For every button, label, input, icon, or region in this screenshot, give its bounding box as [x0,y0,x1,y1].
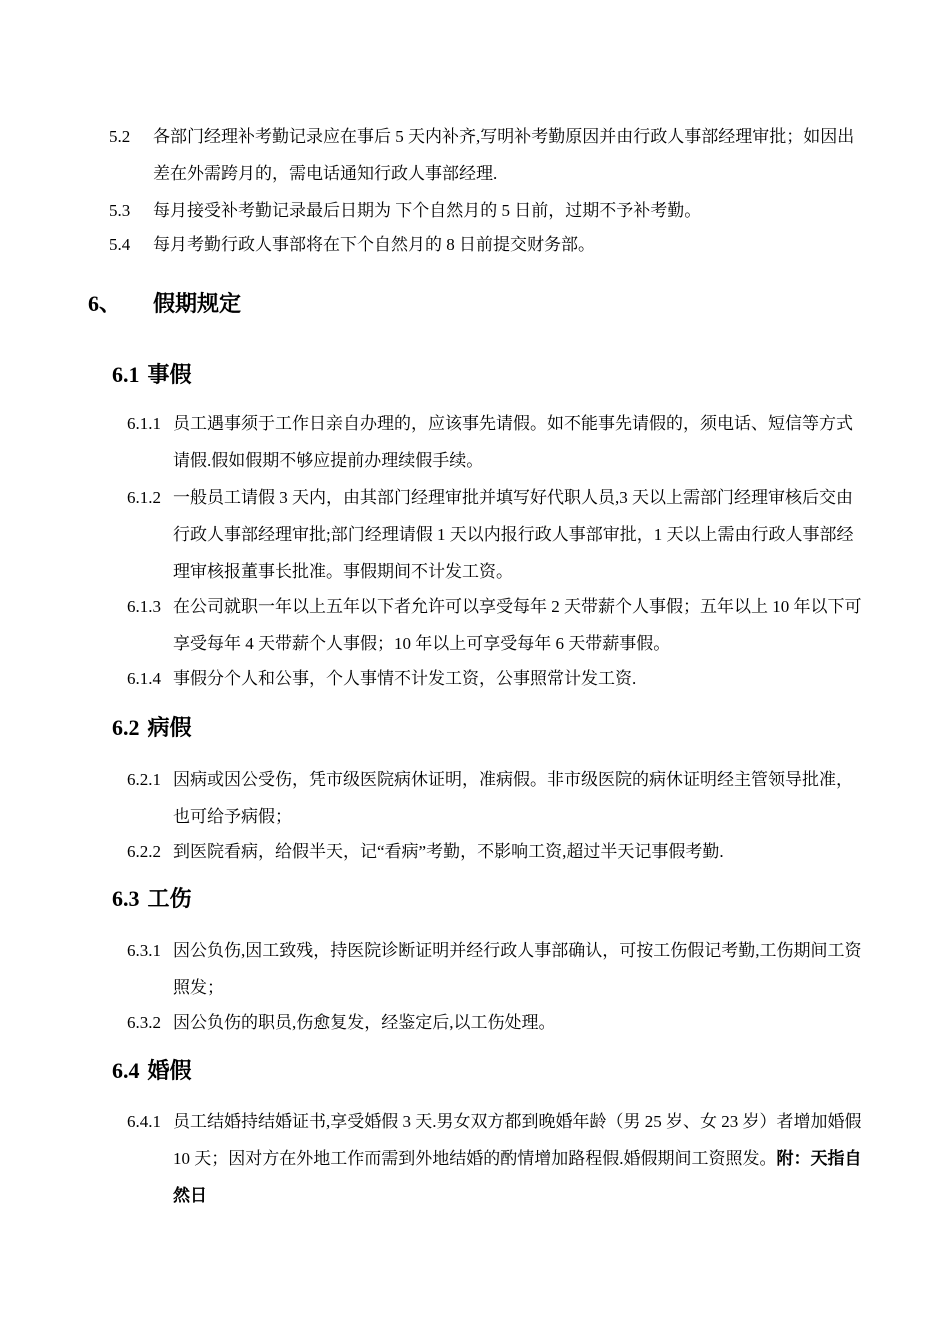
clause-6-1-3 [127,588,864,662]
clause-body: 员工结婚持结婚证书,享受婚假 3 天.男女双方都到晚婚年龄（男 25 岁、女 23 岁）者增加婚假 10 天；因对方在外地工作而需到外地结婚的酌情增加路程假.婚假期间工资照发。 [173,1112,862,1168]
clause-text [127,1103,864,1214]
clause-text: 事假分个人和公事，个人事情不计发工资，公事照常计发工资. [173,669,637,688]
section-title: 假期规定 [153,291,242,316]
subsection-title: 婚假 [147,1058,192,1083]
subsection-title: 病假 [147,715,192,740]
clause-text: 一般员工请假 3 天内，由其部门经理审批并填写好代职人员,3 天以上需部门经理审核后交由行政人事部经理审批;部门经理请假 1 天以内报行政人事部审批，1 天以上需由行政人事部经理审核报董事长批准。事假期间不计发工资。 [173,488,854,581]
clause-5-3 [109,192,864,229]
subsection-title: 事假 [147,362,192,387]
clause-6-3-1 [127,932,864,1006]
clause-text: 每月考勤行政人事部将在下个自然月的 8 日前提交财务部。 [153,235,595,254]
clause-6-1-4 [127,660,864,697]
subsection-number: 6.2 [112,715,140,740]
subsection-number: 6.4 [112,1058,140,1083]
clause-number: 5.2 [109,127,131,146]
clause-6-4-1 [127,1103,864,1214]
clause-number: 6.3.2 [127,1013,161,1032]
clause-number: 6.2.2 [127,842,161,861]
section-heading-6 [88,287,242,318]
clause-number: 6.4.1 [127,1112,161,1131]
clause-text: 因病或因公受伤，凭市级医院病休证明，准病假。非市级医院的病休证明经主管领导批准，也可给予病假； [173,770,853,826]
subsection-number: 6.1 [112,362,140,387]
clause-6-2-2 [127,833,864,870]
clause-note: 附：天指自然日 [173,1149,862,1205]
clause-number: 6.1.4 [127,669,161,688]
clause-number: 6.1.2 [127,488,161,507]
section-number: 6、 [88,291,122,316]
clause-6-1-2 [127,479,864,590]
subsection-heading-6-3 [112,882,192,913]
clause-text: 到医院看病，给假半天，记“看病”考勤，不影响工资,超过半天记事假考勤. [173,842,724,861]
clause-text: 每月接受补考勤记录最后日期为 下个自然月的 5 日前，过期不予补考勤。 [153,201,702,220]
clause-text: 因公负伤的职员,伤愈复发，经鉴定后,以工伤处理。 [173,1013,556,1032]
clause-5-2 [109,118,864,192]
clause-text: 各部门经理补考勤记录应在事后 5 天内补齐,写明补考勤原因并由行政人事部经理审批；如因出差在外需跨月的，需电话通知行政人事部经理. [153,127,855,183]
clause-number: 6.3.1 [127,941,161,960]
subsection-heading-6-2 [112,711,192,742]
clause-text: 因公负伤,因工致残，持医院诊断证明并经行政人事部确认，可按工伤假记考勤,工伤期间工资照发； [173,941,862,997]
clause-number: 6.1.3 [127,597,161,616]
subsection-heading-6-4 [112,1054,192,1085]
subsection-number: 6.3 [112,886,140,911]
clause-6-3-2 [127,1004,864,1041]
clause-number: 5.3 [109,201,131,220]
clause-6-2-1 [127,761,864,835]
clause-text: 员工遇事须于工作日亲自办理的，应该事先请假。如不能事先请假的，须电话、短信等方式请假.假如假期不够应提前办理续假手续。 [173,414,853,470]
clause-number: 6.2.1 [127,770,161,789]
subsection-heading-6-1 [112,358,192,389]
subsection-title: 工伤 [147,886,192,911]
clause-number: 6.1.1 [127,414,161,433]
clause-number: 5.4 [109,235,131,254]
clause-5-4 [109,226,864,263]
clause-6-1-1 [127,405,864,479]
clause-text: 在公司就职一年以上五年以下者允许可以享受每年 2 天带薪个人事假；五年以上 10 年以下可享受每年 4 天带薪个人事假；10 年以上可享受每年 6 天带薪事假。 [173,597,862,653]
